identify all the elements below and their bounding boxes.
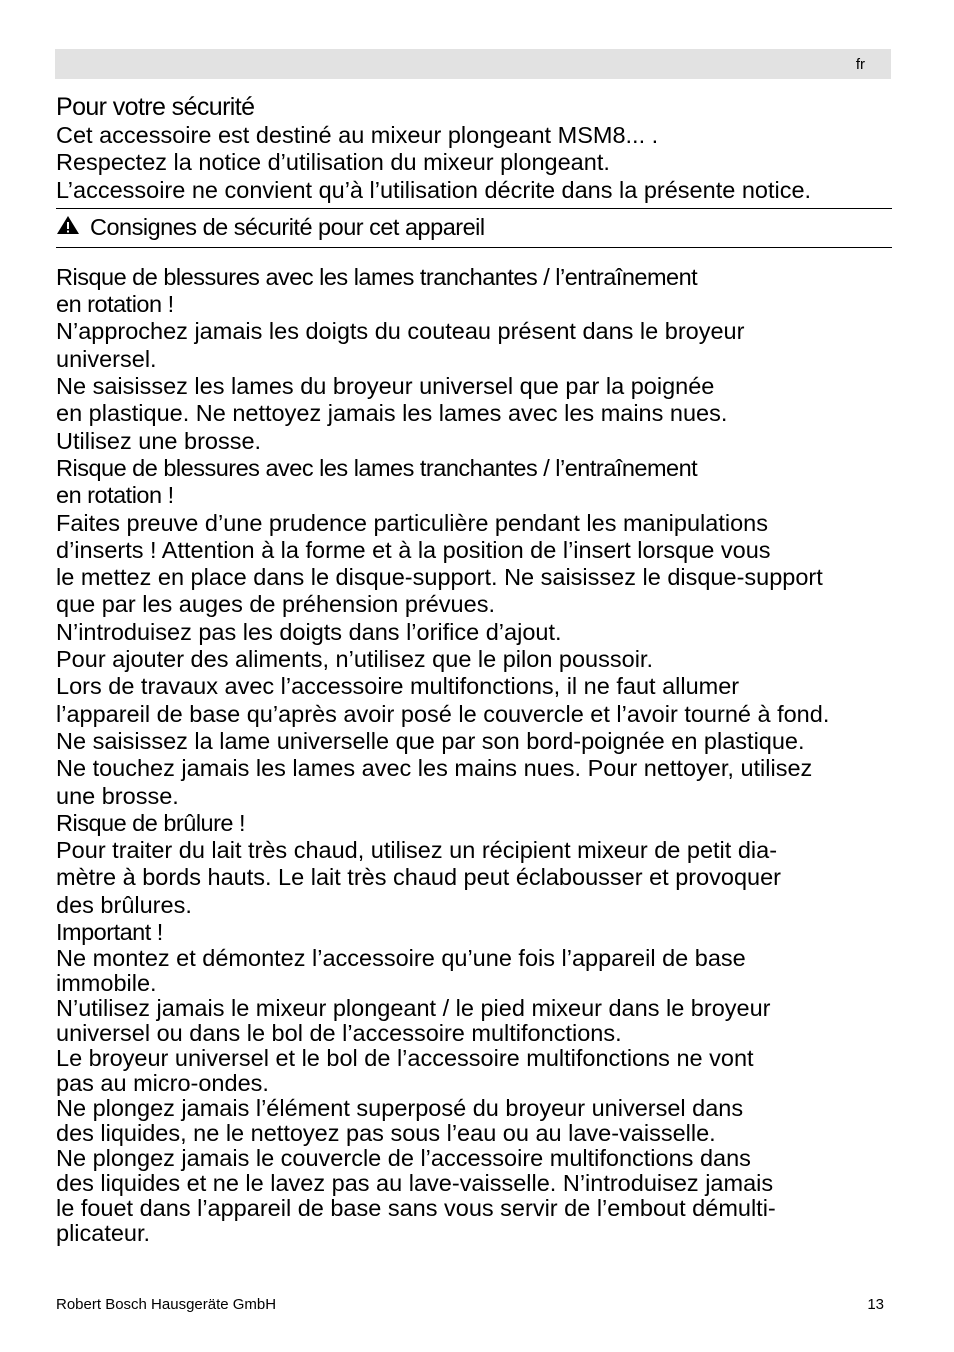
body-line: plicateur. — [56, 1220, 151, 1247]
warning-label: Consignes de sécurité pour cet appareil — [90, 214, 485, 241]
section-heading: Important ! — [56, 919, 163, 946]
section-title: Pour votre sécurité — [56, 93, 255, 121]
body-line: N’approchez jamais les doigts du couteau présent dans le broyeur — [56, 318, 745, 345]
intro-line: Respectez la notice d’utilisation du mixeur plongeant. — [56, 149, 610, 176]
body-line: Lors de travaux avec l’accessoire multifonctions, il ne faut allumer — [56, 673, 740, 700]
body-line: universel. — [56, 345, 157, 372]
body-line: Faites preuve d’une prudence particulière pendant les manipulations — [56, 509, 768, 536]
body-line: Pour traiter du lait très chaud, utilisez un récipient mixeur de petit dia- — [56, 837, 778, 864]
section-heading: Risque de blessures avec les lames tranchantes / l’entraînement — [56, 454, 698, 481]
warning-triangle-icon — [56, 215, 80, 240]
section-heading: Risque de blessures avec les lames tranchantes / l’entraînement — [56, 263, 698, 290]
body-line: en plastique. Ne nettoyez jamais les lames avec les mains nues. — [56, 400, 728, 427]
body-line: Ne saisissez la lame universelle que par son bord-poignée en plastique. — [56, 727, 805, 754]
section-heading: en rotation ! — [56, 482, 174, 509]
body-line: des liquides et ne le lavez pas au lave-vaisselle. N’introduisez jamais — [56, 1170, 774, 1197]
language-bar — [55, 49, 891, 79]
body-line: des liquides, ne le nettoyez pas sous l’eau ou au lave-vaisselle. — [56, 1120, 716, 1147]
intro-line: Cet accessoire est destiné au mixeur plongeant MSM8... . — [56, 122, 659, 148]
page-content — [56, 92, 892, 1246]
body-line: Utilisez une brosse. — [56, 427, 262, 454]
body-line: le fouet dans l’appareil de base sans vous servir de l’embout démulti- — [56, 1195, 776, 1222]
body-line: Ne touchez jamais les lames avec les mains nues. Pour nettoyer, utilisez — [56, 755, 813, 782]
language-label: fr — [855, 56, 865, 73]
body-line: pas au micro-ondes. — [56, 1070, 269, 1097]
body-line: le mettez en place dans le disque-support. Ne saisissez le disque-support — [56, 564, 823, 591]
section-heading: en rotation ! — [56, 291, 174, 318]
body-line: Pour ajouter des aliments, n’utilisez que le pilon poussoir. — [56, 646, 653, 673]
body-line: N’utilisez jamais le mixeur plongeant / le pied mixeur dans le broyeur — [56, 995, 771, 1022]
intro-line: L’accessoire ne convient qu’à l’utilisation décrite dans la présente notice. — [56, 176, 812, 203]
warning-heading — [56, 209, 892, 247]
body-line: l’appareil de base qu’après avoir posé le couvercle et l’avoir tourné à fond. — [56, 700, 830, 727]
body-line: des brûlures. — [56, 891, 192, 918]
body-line: une brosse. — [56, 782, 179, 809]
body-line: immobile. — [56, 970, 157, 997]
footer-company: Robert Bosch Hausgeräte GmbH — [56, 1296, 277, 1313]
body-line: universel ou dans le bol de l’accessoire multifonctions. — [56, 1020, 622, 1047]
body-line: Ne saisissez les lames du broyeur universel que par la poignée — [56, 373, 715, 400]
body-line: d’inserts ! Attention à la forme et à la position de l’insert lorsque vous — [56, 536, 771, 563]
page-number: 13 — [867, 1296, 884, 1313]
body-line: Ne plongez jamais l’élément superposé du broyeur universel dans — [56, 1095, 744, 1122]
body-line: mètre à bords hauts. Le lait très chaud peut éclabousser et provoquer — [56, 864, 782, 891]
body-line: N’introduisez pas les doigts dans l’orifice d’ajout. — [56, 618, 562, 645]
section-heading: Risque de brûlure ! — [56, 809, 246, 836]
body-line: que par les auges de préhension prévues. — [56, 591, 495, 618]
body-line: Ne montez et démontez l’accessoire qu’une fois l’appareil de base — [56, 945, 746, 972]
body-line: Le broyeur universel et le bol de l’accessoire multifonctions ne vont — [56, 1045, 754, 1072]
body-line: Ne plongez jamais le couvercle de l’accessoire multifonctions dans — [56, 1145, 751, 1172]
divider — [56, 247, 892, 248]
